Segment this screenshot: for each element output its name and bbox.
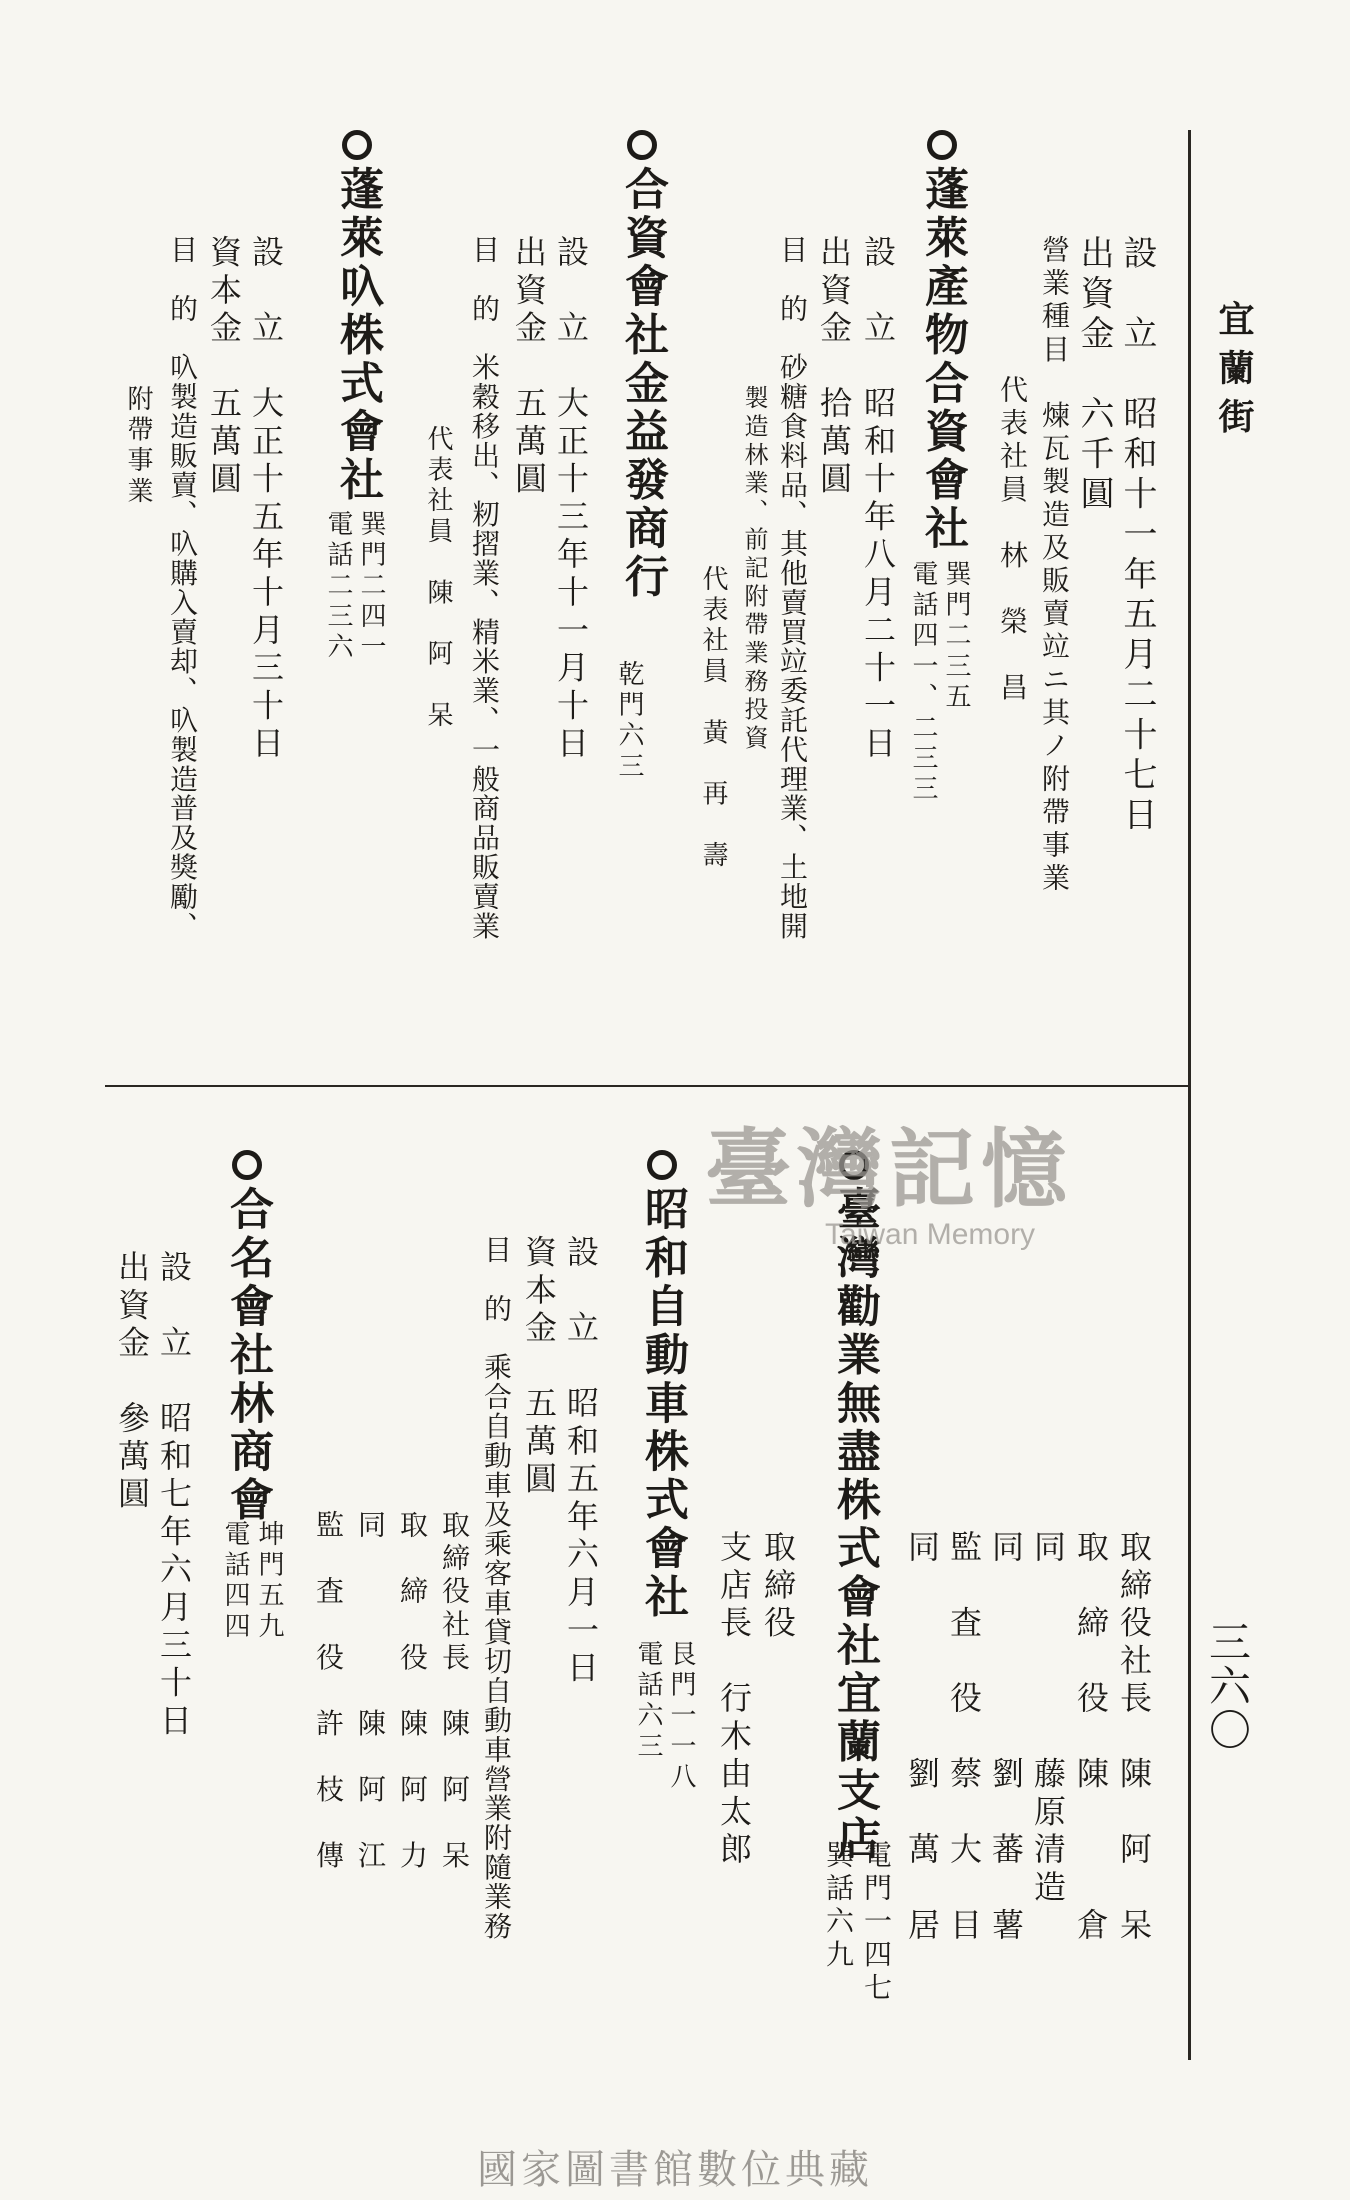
entry1-capital: 出資金 六千圓	[1074, 235, 1114, 516]
page-number: 三六〇	[1203, 1620, 1252, 1753]
entry3-established: 設 立 大正十三年十一月十日	[552, 235, 590, 764]
company-heading-penglai-bags: 蓬萊叺株式會社	[335, 130, 379, 505]
officer-line: 取締役社長 陳 阿 呆	[438, 1510, 471, 1874]
company-phone-number: 電話六三	[633, 1640, 663, 1763]
section-divider-line	[105, 1085, 1188, 1087]
company-phone-exchange: 巽門二四一	[356, 510, 386, 664]
company-phone-number: 巽話六九	[822, 1840, 855, 1973]
officer-line: 取締役社長 陳 阿 呆	[1115, 1530, 1153, 1946]
entry4-purpose-cont: 附帶事業	[123, 385, 153, 508]
company-phone-exchange: 坤門五九	[254, 1520, 284, 1643]
company-heading-jinyifa: 合資會社金益發商行	[620, 130, 664, 602]
entry3-purpose: 目 的 米穀移出、籾摺業、精米業、一般商品販賣業	[468, 235, 501, 941]
officer-line: 同 劉 蕃 薯	[987, 1530, 1025, 1946]
officer-line: 取締役	[759, 1530, 797, 1644]
entry2-established: 設 立 昭和十年八月二十一日	[859, 235, 897, 764]
company-phone-number: 電話二三六	[323, 510, 353, 664]
company-heading-showa-motor: 昭和自動車株式會社	[640, 1150, 684, 1622]
officer-line: 同 陳 阿 江	[354, 1510, 387, 1874]
entry2-purpose: 目 的 砂糖食料品、其他賣買竝委託代理業、土地開	[776, 235, 809, 941]
entry2-capital: 出資金 拾萬圓	[815, 235, 853, 500]
entry1-business: 營業種目 煉瓦製造及販賣竝ニ其ノ附帶事業	[1038, 235, 1071, 896]
circle-marker-icon	[342, 130, 372, 160]
entry4-purpose: 目 的 叺製造販賣、叺購入賣却、叺製造普及獎勵、	[166, 235, 199, 941]
right-border-line	[1188, 130, 1191, 2060]
library-footer: 國家圖書館數位典藏	[477, 2147, 873, 2193]
officer-line: 取 締 役 陳 倉	[1072, 1530, 1110, 1946]
entry-established: 設 立 昭和五年六月一日	[562, 1235, 600, 1689]
company-heading-taiwan-kangyo: 臺灣勸業無盡株式會社宜蘭支店	[832, 1150, 876, 1864]
company-heading-penglai-products: 蓬萊產物合資會社	[920, 130, 964, 553]
entry3-capital: 出資金 五萬圓	[510, 235, 548, 500]
entry-purpose: 目 的 乘合自動車及乘客車貸切自動車營業附隨業務	[480, 1235, 513, 1941]
company-heading-lin-trading: 合名會社林商會	[225, 1150, 269, 1525]
taiwan-memory-watermark: 臺灣記憶 Taiwan Memory	[705, 1119, 1073, 1251]
officer-line: 同 劉 萬 居	[903, 1530, 941, 1946]
circle-marker-icon	[647, 1150, 677, 1180]
entry4-established: 設 立 大正十五年十月三十日	[247, 235, 285, 764]
circle-marker-icon	[232, 1150, 262, 1180]
company-phone-exchange: 電門一四七	[860, 1840, 893, 2006]
company-phone-exchange: 艮門一一八	[666, 1640, 696, 1794]
company-phone-number: 電話四四	[220, 1520, 250, 1643]
entry3-representative: 代表社員 陳 阿 呆	[423, 425, 453, 732]
officer-line: 同 藤原清造	[1029, 1530, 1067, 1908]
entry2-representative: 代表社員 黃 再 壽	[698, 565, 728, 872]
entry1-representative: 代表社員 林 榮 昌	[996, 375, 1029, 706]
circle-marker-icon	[627, 130, 657, 160]
officer-line: 支店長 行木由太郎	[715, 1530, 753, 1870]
street-heading: 宜蘭街	[1213, 300, 1255, 446]
entry-capital: 出資金 參萬圓	[113, 1250, 151, 1515]
entry-capital: 資本金 五萬圓	[520, 1235, 558, 1500]
company-phone-exchange: 巽門二三五	[941, 560, 971, 714]
entry2-purpose-cont: 製造林業、前記附帶業務投資	[740, 385, 768, 754]
officer-line: 監 査 役 蔡 大 目	[945, 1530, 983, 1946]
company-phone: 乾門六三	[614, 660, 644, 783]
circle-marker-icon	[927, 130, 957, 160]
officer-line: 監 査 役 許 枝 傳	[312, 1510, 345, 1874]
company-phone-number: 電話四一、二三三	[908, 560, 938, 806]
entry-established: 設 立 昭和七年六月三十日	[155, 1250, 193, 1741]
entry4-capital: 資本金 五萬圓	[205, 235, 243, 500]
entry1-established: 設 立 昭和十一年五月二十七日	[1117, 235, 1157, 837]
officer-line: 取 締 役 陳 阿 力	[396, 1510, 429, 1874]
